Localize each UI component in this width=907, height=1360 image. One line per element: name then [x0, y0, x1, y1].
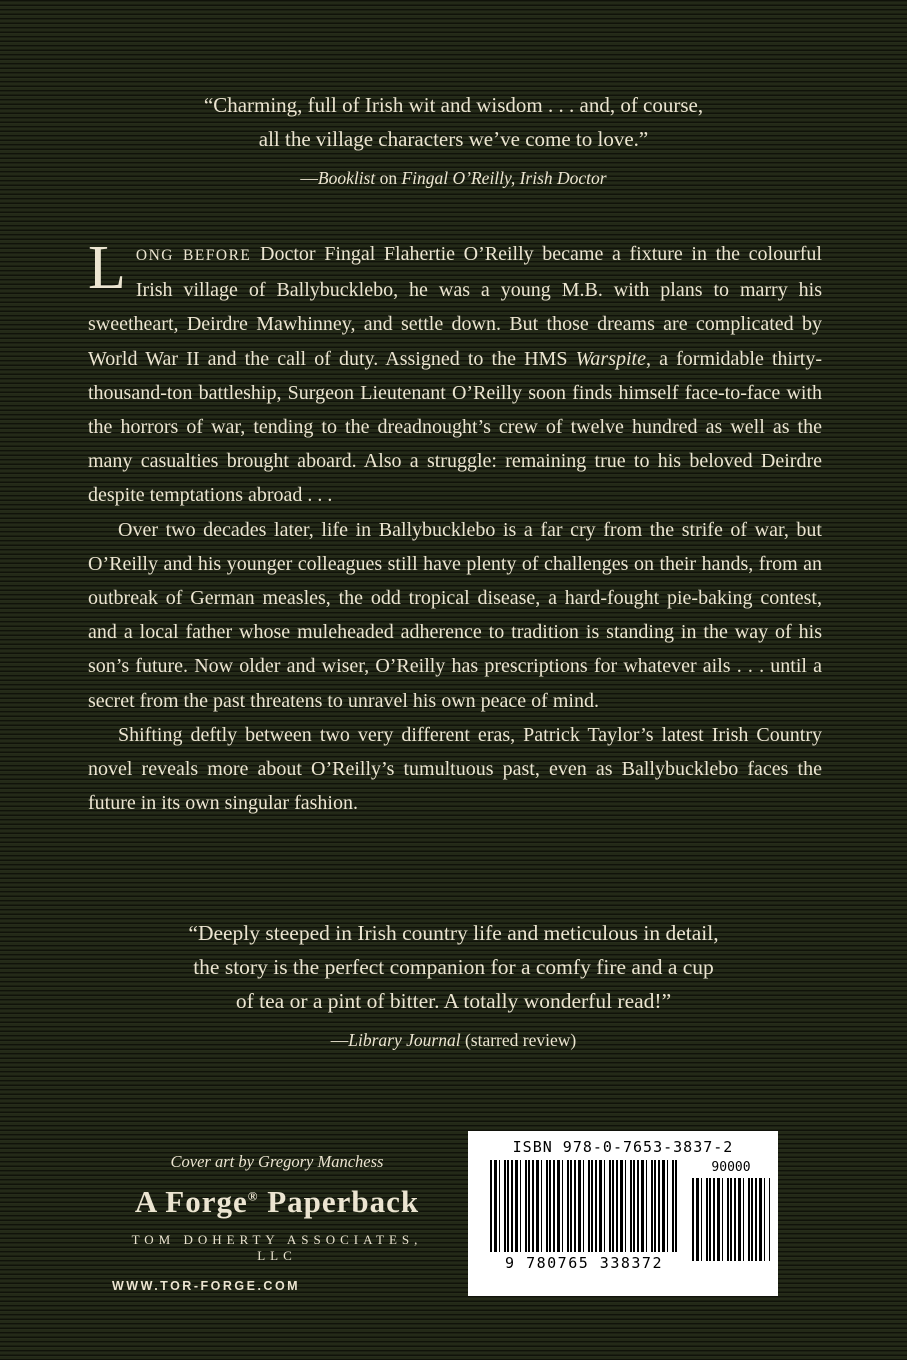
imprint-name: A Forge [134, 1184, 248, 1219]
imprint-line [112, 1184, 442, 1220]
synopsis-paragraph-3: Shifting deftly between two very different eras, Patrick Taylor’s latest Irish Country novel reveals more about O’Reilly’s tumultuous past, even as Ballybucklebo faces the future in its own singular fashion. [88, 723, 822, 815]
quote-attribution [60, 161, 847, 195]
barcode-digits: 9 780765 338372 [505, 1254, 663, 1272]
attribution-source: Booklist [317, 168, 376, 188]
drop-cap: L [88, 234, 126, 302]
barcode-row [476, 1160, 770, 1272]
cover-art-credit: Cover art by Gregory Manchess [170, 1152, 384, 1171]
price-code: 90000 [711, 1160, 751, 1175]
ship-name-italic: Warspite [575, 347, 646, 370]
attribution-dash: — [300, 168, 318, 188]
attribution-source: Library Journal [348, 1030, 461, 1050]
bottom-review-quote [60, 916, 847, 1057]
synopsis-paragraph-2: Over two decades later, life in Ballybucklebo is a far cry from the strife of war, but O’Reilly and his younger colleagues still have plenty of challenges on their hands, from an outbreak of German measles, the odd tropical disease, a hard-fought pie-baking contest, and a local father whose muleheaded adherence to tradition is standing in the way of his son’s future. Now older and wiser, O’Reilly has prescriptions for whatever ails . . . until a secret from the past threatens to unravel his own peace of mind. [88, 518, 822, 712]
lead-small-caps: ONG BEFORE [135, 247, 252, 264]
main-barcode [490, 1160, 678, 1272]
publisher-block [112, 1152, 442, 1293]
publisher-company: TOM DOHERTY ASSOCIATES, LLC [131, 1232, 423, 1263]
barcode-bars [490, 1160, 678, 1252]
quote-line: of tea or a pint of bitter. A totally wonderful read!” [235, 989, 672, 1013]
top-review-quote [60, 88, 847, 195]
publisher-website: WWW.TOR-FORGE.COM [112, 1279, 301, 1293]
attribution-connector: on [375, 168, 402, 188]
synopsis-segment: , a formidable thirty-thousand-ton battleship, Surgeon Lieutenant O’Reilly soon finds himself face-to-face with the horrors of war, tending to the dreadnought’s crew of twelve hundred as well as the many casualties brought aboard. Also a struggle: remaining true to his beloved Deirdre despite temptations abroad . . . [88, 347, 822, 507]
quote-line: the story is the perfect companion for a comfy fire and a cup [193, 955, 714, 979]
imprint-format: Paperback [258, 1184, 420, 1219]
addon-barcode-bars [692, 1178, 770, 1261]
synopsis-segment: Doctor Fingal Flahertie O’Reilly became a fixture in the colourful Irish village of Ballybucklebo, he was a young M.B. with plans to marry his sweetheart, Deirdre Mawhinney, and settle down. But those dreams are complicated by World War II and the call of duty. Assigned to the HMS [88, 243, 822, 370]
attribution-work-title: Fingal O’Reilly, Irish Doctor [401, 168, 607, 188]
registered-mark: ® [247, 1188, 259, 1204]
isbn-label: ISBN 978-0-7653-3837-2 [512, 1138, 734, 1156]
quote-line: “Charming, full of Irish wit and wisdom . . . and, of course, [203, 93, 704, 117]
barcode-panel [468, 1131, 778, 1296]
addon-barcode [692, 1160, 770, 1272]
attribution-dash: — [330, 1030, 349, 1050]
attribution-note: (starred review) [460, 1030, 577, 1050]
synopsis-text [88, 234, 822, 820]
quote-attribution [60, 1023, 847, 1057]
synopsis-paragraph-1 [88, 234, 822, 513]
quote-line: all the village characters we’ve come to love.” [258, 127, 649, 151]
quote-line: “Deeply steeped in Irish country life and meticulous in detail, [188, 921, 719, 945]
